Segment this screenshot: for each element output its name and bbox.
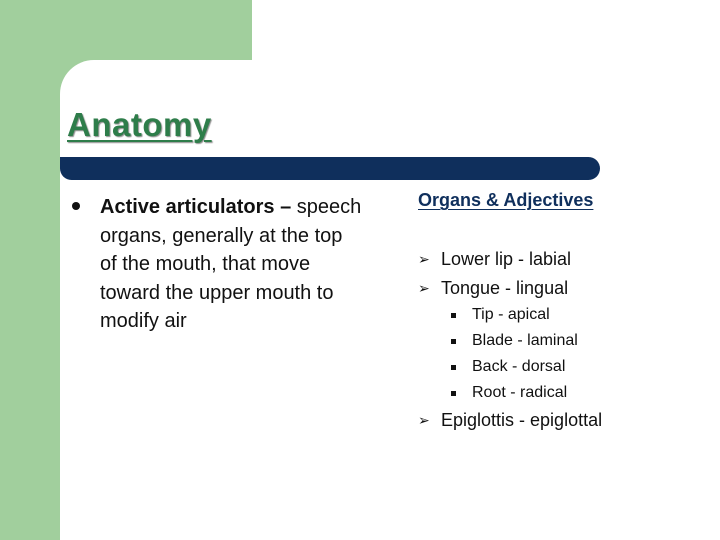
arrow-bullet-icon: ➢	[418, 412, 430, 428]
square-bullet-icon	[451, 339, 456, 344]
right-column	[418, 190, 718, 430]
slide-title: Anatomy	[67, 106, 212, 143]
sub-list-item	[451, 384, 567, 402]
left-bullet-text	[100, 193, 362, 336]
bullet-dot-icon	[72, 202, 80, 210]
sub-list-item	[451, 306, 550, 324]
list-item	[418, 410, 602, 431]
square-bullet-icon	[451, 365, 456, 370]
list-item	[418, 249, 571, 270]
list-item-label: Epiglottis - epiglottal	[441, 410, 603, 430]
square-bullet-icon	[451, 391, 456, 396]
list-item-label: Tongue - lingual	[441, 278, 569, 298]
sub-list-item-label: Tip - apical	[472, 306, 550, 323]
title-divider-bar	[60, 157, 600, 180]
list-item	[418, 278, 568, 299]
sub-list-item	[451, 358, 565, 376]
list-item-label: Lower lip - labial	[441, 249, 572, 269]
arrow-bullet-icon: ➢	[418, 280, 430, 296]
left-bullet-bold: Active articulators –	[100, 196, 292, 218]
left-bullet-body: speech organs, generally at the top of the mouth, that move toward the upper mouth to modify air	[100, 196, 362, 332]
sub-list-item-label: Back - dorsal	[472, 358, 566, 375]
sub-list-item-label: Root - radical	[472, 384, 568, 401]
sub-list-item-label: Blade - laminal	[472, 332, 578, 349]
sub-list-item	[451, 332, 578, 350]
left-bullet-item	[72, 193, 362, 336]
arrow-bullet-icon: ➢	[418, 251, 430, 267]
right-heading: Organs & Adjectives	[418, 190, 594, 210]
square-bullet-icon	[451, 313, 456, 318]
